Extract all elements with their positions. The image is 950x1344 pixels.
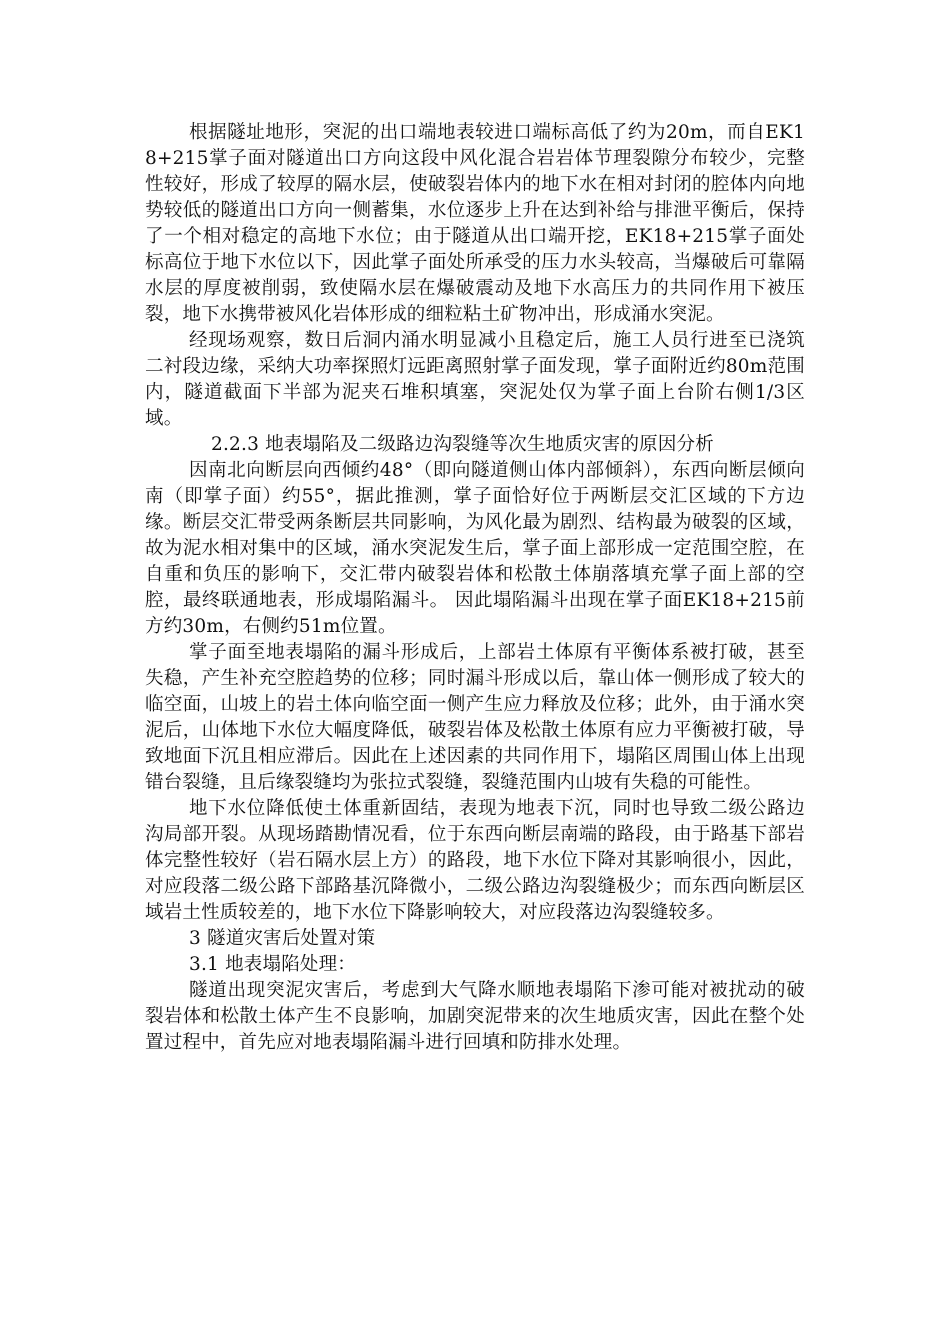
- section-heading-3: 3 隧道灾害后处置对策: [189, 928, 376, 949]
- paragraph-fault-analysis: 因南北向断层向西倾约48°（即向隧道侧山体内部倾斜），东西向断层倾向南（即掌子面）约55°，据此推测，掌子面恰好位于两断层交汇区域的下方边缘。断层交汇带受两条断层共同影响，为风化最为剧烈、结构最为破裂的区域，故为泥水相对集中的区域，涌水突泥发生后，掌子面上部形成一定范围空腔，在自重和负压的影响下，交汇带内破裂岩体和松散土体崩落填充掌子面上部的空腔，最终联通地表，形成塌陷漏斗。 因此塌陷漏斗出现在掌子面EK18+215前方约30m，右侧约51m位置。: [145, 460, 805, 637]
- paragraph-surface-treatment: 隧道出现突泥灾害后，考虑到大气降水顺地表塌陷下渗可能对被扰动的破裂岩体和松散土体产生不良影响，加剧突泥带来的次生地质灾害，因此在整个处置过程中，首先应对地表塌陷漏斗进行回填和防排水处理。: [145, 980, 805, 1053]
- paragraph-site-observation: 经现场观察，数日后洞内涌水明显减小且稳定后，施工人员行进至已浇筑二衬段边缘，采纳大功率探照灯远距离照射掌子面发现，掌子面附近约80m范围内，隧道截面下半部为泥夹石堆积填塞，突泥处仅为掌子面上台阶右侧1/3区域。: [145, 330, 805, 429]
- paragraph-groundwater-effects: 地下水位降低使土体重新固结，表现为地表下沉，同时也导致二级公路边沟局部开裂。从现场踏勘情况看，位于东西向断层南端的路段，由于路基下部岩体完整性较好（岩石隔水层上方）的路段，地下水位下降对其影响很小，因此，对应段落二级公路下部路基沉降微小，二级公路边沟裂缝极少；而东西向断层区域岩土性质较差的，地下水位下降影响较大，对应段落边沟裂缝较多。: [145, 798, 805, 923]
- section-heading-3-1: 3.1 地表塌陷处理：: [189, 954, 357, 975]
- document-body: [145, 120, 805, 1056]
- paragraph-mechanism: 根据隧址地形，突泥的出口端地表较进口端标高低了约为20m，而自EK18+215掌子面对隧道出口方向这段中风化混合岩岩体节理裂隙分布较少，完整性较好，形成了较厚的隔水层，使破裂岩体内的地下水在相对封闭的腔体内向地势较低的隧道出口方向一侧蓄集，水位逐步上升在达到补给与排泄平衡后，保持了一个相对稳定的高地下水位；由于隧道从出口端开挖，EK18+215掌子面处标高位于地下水位以下，因此掌子面处所承受的压力水头较高，当爆破后可靠隔水层的厚度被削弱，致使隔水层在爆破震动及地下水高压力的共同作用下被压裂，地下水携带被风化岩体形成的细粒粘土矿物冲出，形成涌水突泥。: [145, 122, 805, 325]
- paragraph-collapse-effects: 掌子面至地表塌陷的漏斗形成后，上部岩土体原有平衡体系被打破，甚至失稳，产生补充空腔趋势的位移；同时漏斗形成以后，靠山体一侧形成了较大的临空面，山坡上的岩土体向临空面一侧产生应力释放及位移；此外，由于涌水突泥后，山体地下水位大幅度降低，破裂岩体及松散土体原有应力平衡被打破，导致地面下沉且相应滞后。因此在上述因素的共同作用下，塌陷区周围山体上出现错台裂缝，且后缘裂缝均为张拉式裂缝，裂缝范围内山坡有失稳的可能性。: [145, 642, 805, 793]
- section-heading-2-2-3: 2.2.3 地表塌陷及二级路边沟裂缝等次生地质灾害的原因分析: [211, 434, 714, 455]
